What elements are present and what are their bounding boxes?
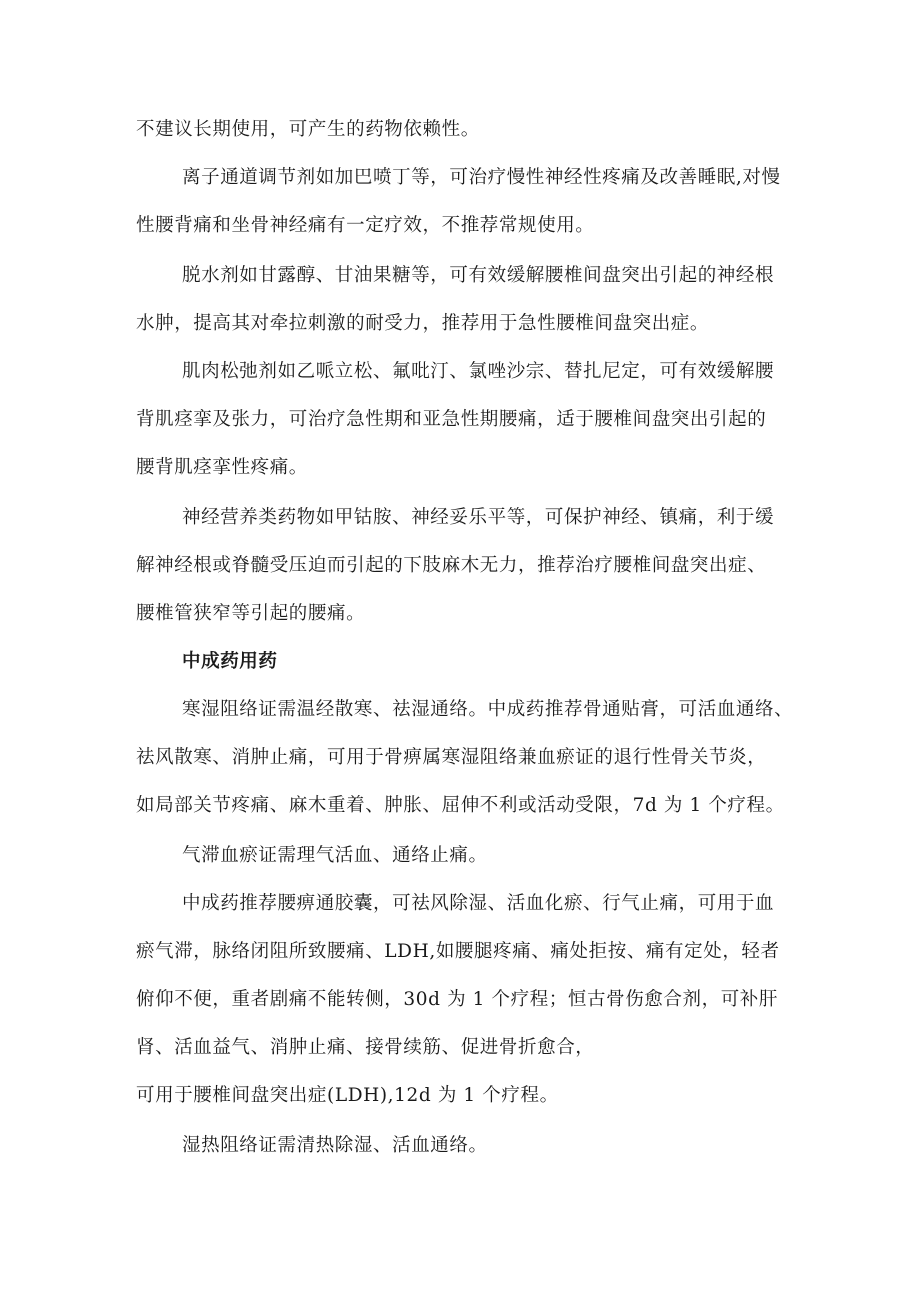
text-line: 腰背肌痉挛性疼痛。 [136,457,308,478]
text-line: 可用于腰椎间盘突出症(LDH),12d 为 1 个疗程。 [136,1085,559,1106]
text-line: 瘀气滞，脉络闭阻所致腰痛、LDH,如腰腿疼痛、痛处拒按、痛有定处，轻者 [136,941,780,962]
text-line: 性腰背痛和坐骨神经痛有一定疗效，不推荐常规使用。 [136,215,595,236]
text-line: 不建议长期使用，可产生的药物依赖性。 [136,119,480,140]
text-line: 解神经根或脊髓受压迫而引起的下肢麻木无力，推荐治疗腰椎间盘突出症、 [136,555,767,576]
paragraph-first-line: 离子通道调节剂如加巴喷丁等，可治疗慢性神经性疼痛及改善睡眠,对慢 [182,167,781,188]
text-line: 肾、活血益气、消肿止痛、接骨续筋、促进骨折愈合， [136,1037,595,1058]
paragraph-first-line: 寒湿阻络证需温经散寒、祛湿通络。中成药推荐骨通贴膏，可活血通络、 [182,699,794,720]
text-line: 俯仰不便，重者剧痛不能转侧，30d 为 1 个疗程；恒古骨伤愈合剂，可补肝 [136,989,778,1010]
paragraph-first-line: 脱水剂如甘露醇、甘油果糖等，可有效缓解腰椎间盘突出引起的神经根 [182,265,775,286]
text-line: 祛风散寒、消肿止痛，可用于骨痹属寒湿阻络兼血瘀证的退行性骨关节炎， [136,747,767,768]
text-line: 腰椎管狭窄等引起的腰痛。 [136,603,366,624]
paragraph-first-line: 气滞血瘀证需理气活血、通络止痛。 [182,845,488,866]
paragraph-first-line: 中成药推荐腰痹通胶囊，可祛风除湿、活血化瘀、行气止痛，可用于血 [182,893,775,914]
text-line: 背肌痉挛及张力，可治疗急性期和亚急性期腰痛，适于腰椎间盘突出引起的 [136,409,767,430]
text-line: 水肿，提高其对牵拉刺激的耐受力，推荐用于急性腰椎间盘突出症。 [136,313,710,334]
paragraph-first-line: 神经营养类药物如甲钴胺、神经妥乐平等，可保护神经、镇痛，利于缓 [182,507,775,528]
section-heading: 中成药用药 [182,651,278,672]
text-line: 如局部关节疼痛、麻木重着、肿胀、屈伸不利或活动受限，7d 为 1 个疗程。 [136,795,785,816]
paragraph-first-line: 湿热阻络证需清热除湿、活血通络。 [182,1135,488,1156]
paragraph-first-line: 肌肉松弛剂如乙哌立松、氟吡汀、氯唑沙宗、替扎尼定，可有效缓解腰 [182,361,775,382]
